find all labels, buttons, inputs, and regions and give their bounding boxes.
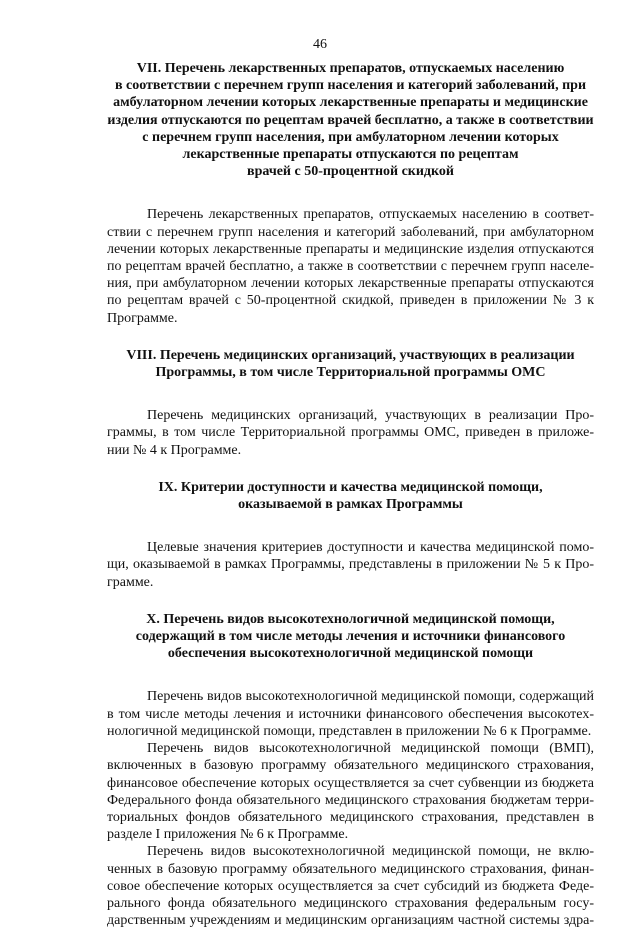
paragraph-line: нии № 4 к Программе. <box>107 442 242 458</box>
heading-line: VIII. Перечень медицинских организаций, участвующих в реализации <box>126 347 575 363</box>
heading-line: VII. Перечень лекарственных препаратов, отпускаемых населению <box>136 61 565 76</box>
heading-line: содержащий в том числе методы лечения и источники финансового <box>135 629 566 645</box>
heading-line: с перечнем групп населения, при амбулаторном лечении которых <box>142 129 559 145</box>
heading-line: лекарственные препараты отпускаются по рецептам <box>182 147 519 163</box>
paragraph-line: дарственным учреждениям и медицинским организациям частной системы здра- <box>107 913 594 929</box>
paragraph-line: по рецептам врачей бесплатно, а также в соответствии с перечнем групп населе- <box>107 259 594 275</box>
paragraph-x-1 <box>107 688 594 740</box>
paragraph-line: совое обеспечение которых осуществляется за счет субсидий из бюджета Феде- <box>107 878 594 894</box>
paragraph-line: рального фонда обязательного медицинского страхования федеральным госу- <box>107 895 594 911</box>
paragraph-line: Перечень видов высокотехнологичной медицинской помощи (ВМП), <box>147 741 594 757</box>
paragraph-line: грамме. <box>107 574 154 590</box>
paragraph-line: нологичной медицинской помощи, представлен в приложении № 6 к Программе. <box>107 723 592 739</box>
paragraph-line: разделе I приложения № 6 к Программе. <box>107 827 349 843</box>
section-heading-x <box>107 611 594 663</box>
paragraph-line: Федерального фонда обязательного медицинского страхования бюджетам терри- <box>107 792 594 808</box>
paragraph-vii-1 <box>107 206 594 326</box>
heading-line: Программы, в том числе Территориальной программы ОМС <box>155 365 546 381</box>
paragraph-line: ния, при амбулаторном лечении которых лекарственные препараты отпускаются <box>107 276 594 292</box>
heading-line: X. Перечень видов высокотехнологичной медицинской помощи, <box>146 611 555 627</box>
section-heading-ix <box>107 479 594 513</box>
heading-line: врачей с 50-процентной скидкой <box>247 164 454 180</box>
paragraph-line: ториальных фондов обязательного медицинского страхования, представлен в <box>107 809 594 825</box>
paragraph-ix-1 <box>107 539 594 591</box>
paragraph-line: Программе. <box>107 310 178 326</box>
paragraph-x-3 <box>107 843 594 929</box>
document-body <box>107 60 594 929</box>
paragraph-viii-1 <box>107 407 594 459</box>
section-heading-vii <box>107 60 594 180</box>
paragraph-line: Целевые значения критериев доступности и качества медицинской помо- <box>147 540 594 556</box>
paragraph-x-2 <box>107 740 594 843</box>
heading-line: оказываемой в рамках Программы <box>238 497 463 513</box>
section-heading-viii <box>107 347 594 381</box>
heading-line: обеспечения высокотехнологичной медицинской помощи <box>167 646 534 662</box>
paragraph-line: ствии с перечнем групп населения и категорий заболеваний, при амбулаторном <box>107 224 594 240</box>
paragraph-line: в том числе методы лечения и источники финансового обеспечения высокотех- <box>107 706 594 722</box>
heading-line: амбулаторном лечении которых лекарственные препараты и медицинские <box>113 95 588 111</box>
paragraph-line: Перечень видов высокотехнологичной медицинской помощи, содержащий <box>147 689 594 705</box>
heading-line: в соответствии с перечнем групп населения и категорий заболеваний, при <box>114 78 587 94</box>
page-number: 46 <box>313 37 327 52</box>
paragraph-line: граммы, в том числе Территориальной программы ОМС, приведен в приложе- <box>107 425 594 441</box>
paragraph-line: ченных в базовую программу обязательного медицинского страхования, финан- <box>107 861 594 877</box>
paragraph-line: Перечень видов высокотехнологичной медицинской помощи, не вклю- <box>147 844 594 860</box>
paragraph-line: финансовое обеспечение которых осуществляется за счет субвенции из бюджета <box>107 775 594 791</box>
paragraph-line: включенных в базовую программу обязательного медицинского страхования, <box>107 758 594 774</box>
heading-line: IX. Критерии доступности и качества медицинской помощи, <box>158 479 543 495</box>
paragraph-line: лечении которых лекарственные препараты и медицинские изделия отпускаются <box>107 241 594 257</box>
heading-line: изделия отпускаются по рецептам врачей бесплатно, а также в соответствии <box>107 112 594 128</box>
paragraph-line: щи, оказываемой в рамках Программы, представлены в приложении № 5 к Про- <box>107 557 594 573</box>
paragraph-line: Перечень лекарственных препаратов, отпускаемых населению в соответ- <box>147 207 594 223</box>
paragraph-line: Перечень медицинских организаций, участвующих в реализации Про- <box>147 408 594 424</box>
paragraph-line: по рецептам врачей с 50-процентной скидкой, приведен в приложении № 3 к <box>107 293 594 309</box>
